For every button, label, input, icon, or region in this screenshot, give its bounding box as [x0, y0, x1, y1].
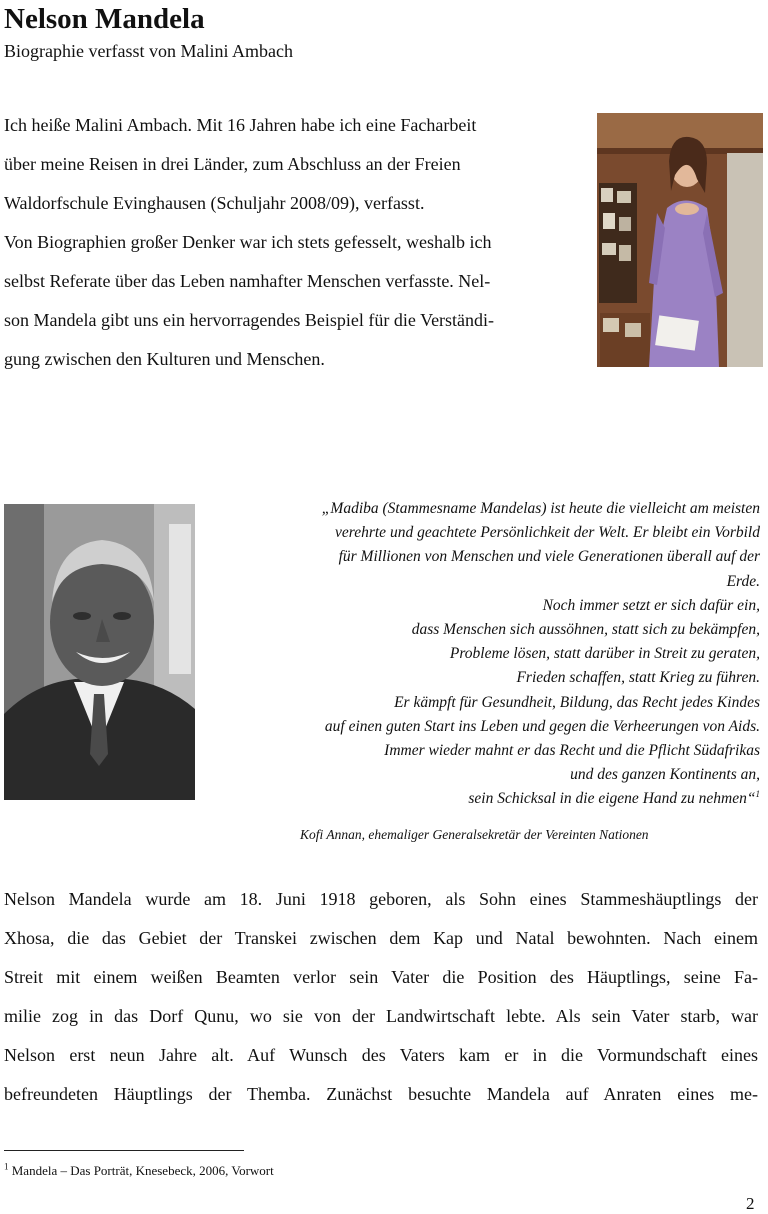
- quote-line: für Millionen von Menschen und viele Generationen überall auf der: [338, 548, 760, 566]
- page-number: 2: [746, 1194, 755, 1213]
- quote-line: Er kämpft für Gesundheit, Bildung, das Recht jedes Kindes: [394, 693, 760, 711]
- quote-line: Probleme lösen, statt darüber in Streit zu geraten,: [449, 645, 760, 663]
- quote-line: dass Menschen sich aussöhnen, statt sich zu bekämpfen,: [411, 621, 760, 639]
- footnote: [4, 1163, 274, 1179]
- body-line: Nelson Mandela wurde am 18. Juni 1918 geboren, als Sohn eines Stammeshäuptlings der: [4, 889, 758, 909]
- quote-line: auf einen guten Start ins Leben und gegen die Verheerungen von Aids.: [324, 717, 760, 735]
- quote-line: „Madiba (Stammesname Mandelas) ist heute die vielleicht am meisten: [321, 500, 760, 517]
- footnote-separator: [4, 1150, 244, 1151]
- quote-last-line-text: sein Schicksal in die eigene Hand zu nehmen“: [468, 790, 756, 808]
- body-line: befreundeten Häuptlings der Themba. Zunächst besuchte Mandela auf Anraten eines me-: [4, 1084, 758, 1104]
- body-line: milie zog in das Dorf Qunu, wo sie von der Landwirtschaft lebte. Als sein Vater starb, war: [4, 1006, 758, 1026]
- quote-line: verehrte und geachtete Persönlichkeit der Welt. Er bleibt ein Vorbild: [335, 524, 760, 542]
- intro-line: Von Biographien großer Denker war ich stets gefesselt, weshalb ich: [4, 232, 492, 252]
- intro-line: Waldorfschule Evinghausen (Schuljahr 2008/09), verfasst.: [4, 193, 425, 213]
- footnote-text: Mandela – Das Porträt, Knesebeck, 2006, Vorwort: [11, 1163, 274, 1178]
- intro-line: über meine Reisen in drei Länder, zum Abschluss an der Freien: [4, 154, 461, 174]
- quote-line: Noch immer setzt er sich dafür ein,: [542, 596, 760, 614]
- intro-line: selbst Referate über das Leben namhafter Menschen verfasste. Nel-: [4, 271, 491, 291]
- intro-line: son Mandela gibt uns ein hervorragendes Beispiel für die Verständi-: [4, 310, 495, 330]
- quote-attribution: Kofi Annan, ehemaliger Generalsekretär der Vereinten Nationen: [300, 827, 649, 842]
- intro-line: gung zwischen den Kulturen und Menschen.: [4, 349, 325, 369]
- body-line: Streit mit einem weißen Beamten verlor sein Vater die Position des Häuptlings, seine Fa-: [4, 967, 758, 987]
- intro-paragraph: [4, 106, 584, 379]
- page-subtitle: Biographie verfasst von Malini Ambach: [4, 41, 293, 61]
- intro-line: Ich heiße Malini Ambach. Mit 16 Jahren habe ich eine Facharbeit: [4, 115, 477, 135]
- footnote-mark: 1: [4, 1161, 9, 1172]
- quote-line: Frieden schaffen, statt Krieg zu führen.: [516, 669, 760, 687]
- body-paragraph: [4, 880, 758, 1114]
- quote-block: [200, 497, 760, 812]
- mandela-photo: [4, 504, 195, 800]
- quote-line: [200, 787, 760, 811]
- body-line: Xhosa, die das Gebiet der Transkei zwischen dem Kap und Natal bewohnten. Nach einem: [4, 928, 758, 948]
- page-title: Nelson Mandela: [4, 3, 205, 35]
- quote-line: Erde.: [726, 572, 760, 590]
- author-photo: [597, 113, 763, 367]
- quote-footnote-mark: 1: [755, 789, 760, 800]
- body-line: Nelson erst neun Jahre alt. Auf Wunsch des Vaters kam er in die Vormundschaft eines: [4, 1045, 758, 1065]
- quote-line: und des ganzen Kontinents an,: [570, 766, 760, 784]
- quote-line: Immer wieder mahnt er das Recht und die Pflicht Südafrikas: [384, 742, 760, 760]
